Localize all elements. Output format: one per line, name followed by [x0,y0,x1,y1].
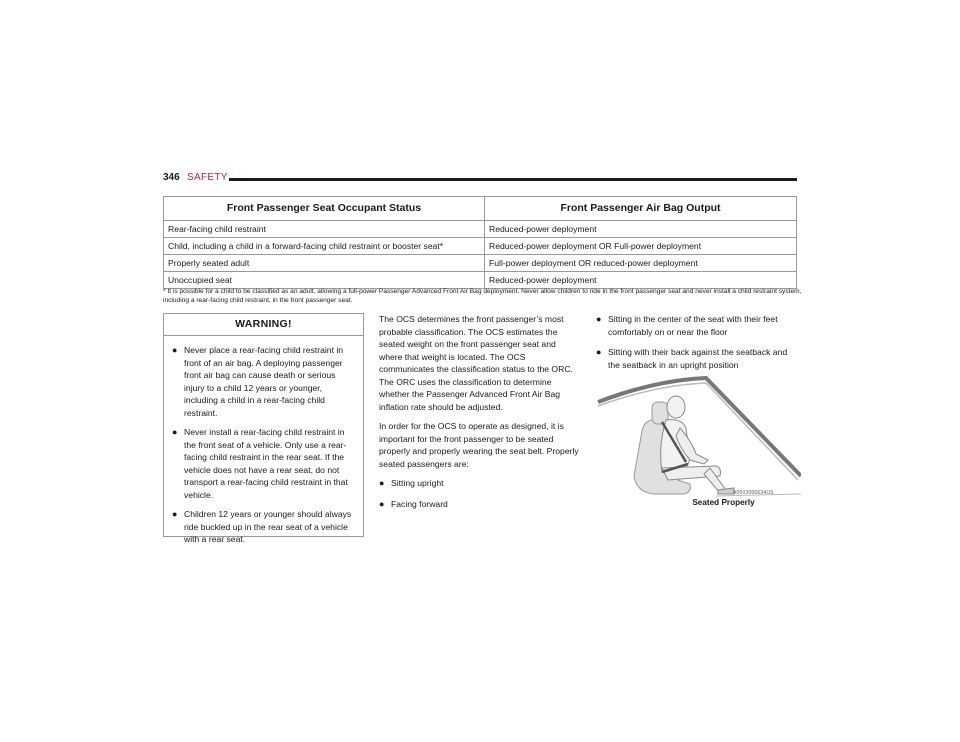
section-title: SAFETY [187,172,228,183]
body-column-right [596,313,801,379]
list-item-text: Sitting with their back against the seatback and the seatback in an upright position [608,347,788,370]
bullet-icon: ● [172,427,178,437]
table-cell: Full-power deployment OR reduced-power deployment [485,255,797,272]
figure-code: A0503000634US [733,490,774,496]
warning-item-text: Children 12 years or younger should always ride buckled up in the rear seat of a vehicle with a rear seat. [184,509,352,544]
page-number: 346 [163,172,180,183]
table-cell: Reduced-power deployment [485,272,797,289]
warning-item [172,426,356,501]
bullet-icon: ● [172,509,178,519]
table-cell: Child, including a child in a forward-facing child restraint or booster seat* [164,238,485,255]
warning-item [172,344,356,419]
body-paragraph: The OCS determines the front passenger’s most probable classification. The OCS estimates the seated weight on the front passenger seat and where that weight is located. The OCS communicates the classification status to the ORC. The ORC uses the classification to determine whether the Passenger Advanced Front Air Bag inflation rate should be adjusted. [379,314,573,412]
warning-list [164,336,363,546]
body-paragraph: In order for the OCS to operate as designed, it is important for the front passenger to be seated properly and properly wearing the seat belt. Properly seated passengers are: [379,421,579,469]
bullet-icon: ● [379,498,385,509]
table-header: Front Passenger Seat Occupant Status [164,197,485,221]
list-item [379,498,579,511]
warning-title: WARNING! [164,314,363,336]
warning-box [163,313,364,544]
bullet-icon: ● [172,345,178,355]
table-cell: Rear-facing child restraint [164,221,485,238]
list-item-text: Facing forward [391,498,448,509]
table-footnote: * It is possible for a child to be classified as an adult, allowing a full-power Passenger Advanced Front Air Bag deployment. Never allow children to ride in the front passenger seat and never install a child restraint system, including a rear-facing child restraint, in the front passenger seat. [163,288,802,304]
table-cell: Unoccupied seat [164,272,485,289]
warning-item-text: Never place a rear-facing child restraint in front of an air bag. A deploying passenger front air bag can cause death or serious injury to a child 12 years or younger, including a child in a rear-facing child restraint. [184,345,344,418]
table-row [164,255,797,272]
table-header: Front Passenger Air Bag Output [485,197,797,221]
table-row [164,272,797,289]
list-item [596,313,801,338]
bullet-icon: ● [379,478,385,488]
warning-item [172,508,356,546]
warning-item-text: Never install a rear-facing child restraint in the front seat of a vehicle. Only use a rear-facing child restraint in the rear seat. If the vehicle does not have a rear seat, do not transport a rear-facing child restraint in that vehicle. [184,427,348,500]
list-item-text: Sitting in the center of the seat with their feet comfortably on or near the floor [608,314,778,337]
air-bag-status-table [163,196,797,289]
table-cell: Reduced-power deployment [485,221,797,238]
table-row [164,221,797,238]
seating-list-continued [596,313,801,371]
list-item [596,346,801,371]
table-row [164,238,797,255]
seated-properly-illustration [596,376,801,498]
body-column-middle [379,313,579,518]
figure-caption: Seated Properly [692,498,755,507]
bullet-icon: ● [596,347,602,357]
list-item-text: Sitting upright [391,478,444,488]
bullet-icon: ● [596,314,602,324]
page-header [163,172,797,186]
table-cell: Properly seated adult [164,255,485,272]
table-cell: Reduced-power deployment OR Full-power deployment [485,238,797,255]
list-item [379,477,579,490]
table-header-row [164,197,797,221]
seating-list [379,477,579,510]
header-rule [229,178,797,181]
